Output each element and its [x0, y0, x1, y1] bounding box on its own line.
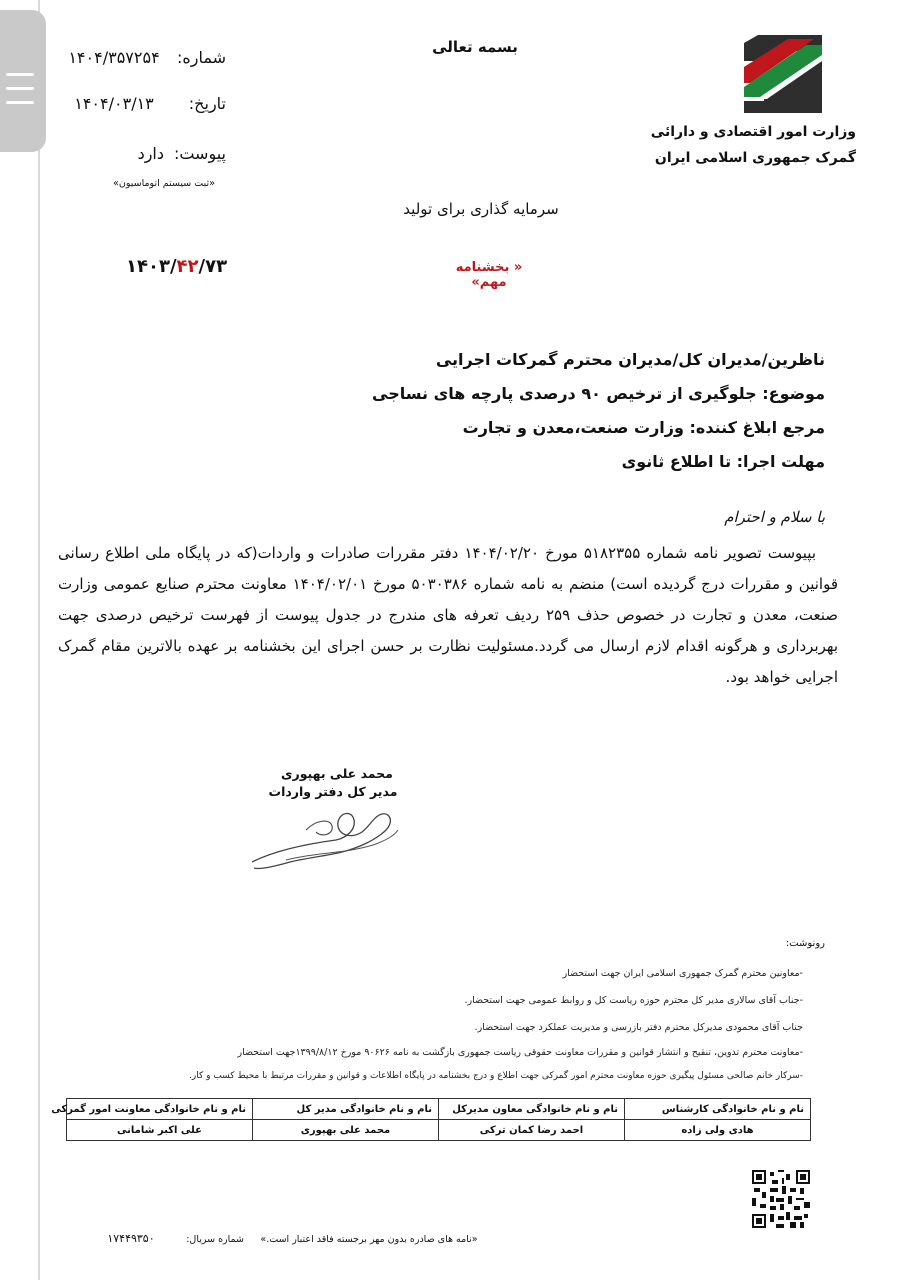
attachment-label: پیوست:	[173, 144, 226, 163]
letter-number: ۱۴۰۴/۳۵۷۲۵۴	[68, 48, 160, 67]
date-label: تاریخ:	[188, 94, 226, 113]
table-cell: احمد رضا کمان ترکی	[439, 1120, 625, 1141]
ministry-name: وزارت امور اقتصادی و دارائی	[650, 124, 856, 140]
qr-code-icon	[752, 1170, 810, 1228]
serial-label: شماره سریال:	[186, 1234, 244, 1245]
menu-bar-icon	[6, 87, 34, 90]
page-edge	[38, 0, 40, 1280]
circular-seq: /۷۳	[198, 256, 228, 277]
customs-name: گمرک جمهوری اسلامی ایران	[654, 150, 856, 166]
menu-bar-icon	[6, 73, 34, 76]
table-cell: محمد علی بهپوری	[253, 1120, 439, 1141]
serial-number: ۱۷۴۴۹۳۵۰	[107, 1232, 155, 1245]
handwritten-signature-icon	[246, 800, 402, 876]
copy-recipient: -سرکار خانم صالحی مسئول پیگیری حوزه معاونت محترم امور گمرکی جهت اطلاع و درج بخشنامه در پایگاه اطلاعات و قوانین و مقررات مرتبط با محیط کسب و کار.	[189, 1071, 803, 1081]
letter-body-text: بپیوست تصویر نامه شماره ۵۱۸۲۳۵۵ مورخ ۱۴۰۴/۰۲/۲۰ دفتر مقررات صادرات و واردات(که در پایگاه ملی اطلاع رسانی قوانین و مقررات درج گردیده است) منضم به نامه شماره ۵۰۳۰۳۸۶ مورخ ۱۴۰۴/۰۲/۰۱ معاونت محترم صنایع عمومی وزارت صنعت، معدن و تجارت در خصوص حذف ۲۵۹ ردیف تعرفه های مندرج در جدول پیوست از فهرست ترخیص درصدی جهت بهربرداری و هرگونه اقدام لازم ارسال می گردد.مسئولیت نظارت بر حسن اجرای این بخشنامه بر عهده بالاترین مقام گمرک اجرایی خواهد بود.	[58, 544, 838, 686]
table-header-cell: نام و نام خانوادگی کارشناس	[625, 1099, 811, 1120]
table-cell: هادی ولی زاده	[625, 1120, 811, 1141]
circular-number	[126, 256, 236, 277]
menu-bar-icon	[6, 101, 34, 104]
copy-recipient: جناب آقای محمودی مدیرکل محترم دفتر بازرسی و مدیریت عملکرد جهت استحضار.	[474, 1022, 803, 1033]
signer-name: محمد علی بهپوری	[281, 766, 393, 781]
copies-label: رونوشت:	[785, 938, 825, 949]
table-header-row	[67, 1099, 811, 1120]
bismillah: بسمه تعالی	[432, 38, 518, 56]
signoff-table	[51, 1098, 811, 1141]
table-cell: علی اکبر شامانی	[67, 1120, 253, 1141]
greeting: با سلام و احترام	[724, 508, 825, 526]
copy-recipient: -جناب آقای سالاری مدیر کل محترم حوزه ریاست کل و روابط عمومی جهت استحضار.	[464, 995, 803, 1006]
menu-handle-button[interactable]	[0, 10, 46, 152]
table-header-cell: نام و نام خانوادگی معاونت امور گمرکی	[67, 1099, 253, 1120]
circular-year: ۱۴۰۳/	[126, 256, 177, 277]
circular-code: ۴۲	[176, 256, 199, 277]
attachment-value: دارد	[137, 144, 164, 163]
recipients: ناظرین/مدیران کل/مدیران محترم گمرکات اجرایی	[435, 350, 825, 369]
issuing-authority: مرجع ابلاغ کننده: وزارت صنعت،معدن و تجارت	[462, 418, 825, 437]
table-row	[67, 1120, 811, 1141]
table-header-cell: نام و نام خانوادگی مدیر کل	[253, 1099, 439, 1120]
validity-note: «نامه های صادره بدون مهر برجسته فاقد اعتبار است.»	[260, 1234, 478, 1245]
automation-note: «ثبت سیستم اتوماسیون»	[113, 178, 215, 189]
slogan: سرمایه گذاری برای تولید	[403, 200, 559, 218]
letter-date: ۱۴۰۴/۰۳/۱۳	[74, 94, 154, 113]
letter-body	[58, 538, 838, 693]
customs-logo-icon	[742, 33, 824, 115]
execution-deadline: مهلت اجرا: تا اطلاع ثانوی	[621, 452, 825, 471]
number-label: شماره:	[176, 48, 226, 67]
copy-recipient: -معاونت محترم تدوین، تنقیح و انتشار قوانین و مقررات معاونت حقوقی ریاست جمهوری بازگشت به نامه ۹۰۶۲۶ مورخ ۱۳۹۹/۸/۱۲جهت استحضار	[237, 1047, 803, 1058]
subject: موضوع: جلوگیری از ترخیص ۹۰ درصدی پارچه های نساجی	[372, 384, 825, 403]
signer-title: مدیر کل دفتر واردات	[268, 784, 398, 799]
table-header-cell: نام و نام خانوادگی معاون مدیرکل	[439, 1099, 625, 1120]
copy-recipient: -معاونین محترم گمرک جمهوری اسلامی ایران جهت استحضار	[562, 968, 803, 979]
circular-label: « بخشنامه مهم»	[455, 260, 523, 290]
